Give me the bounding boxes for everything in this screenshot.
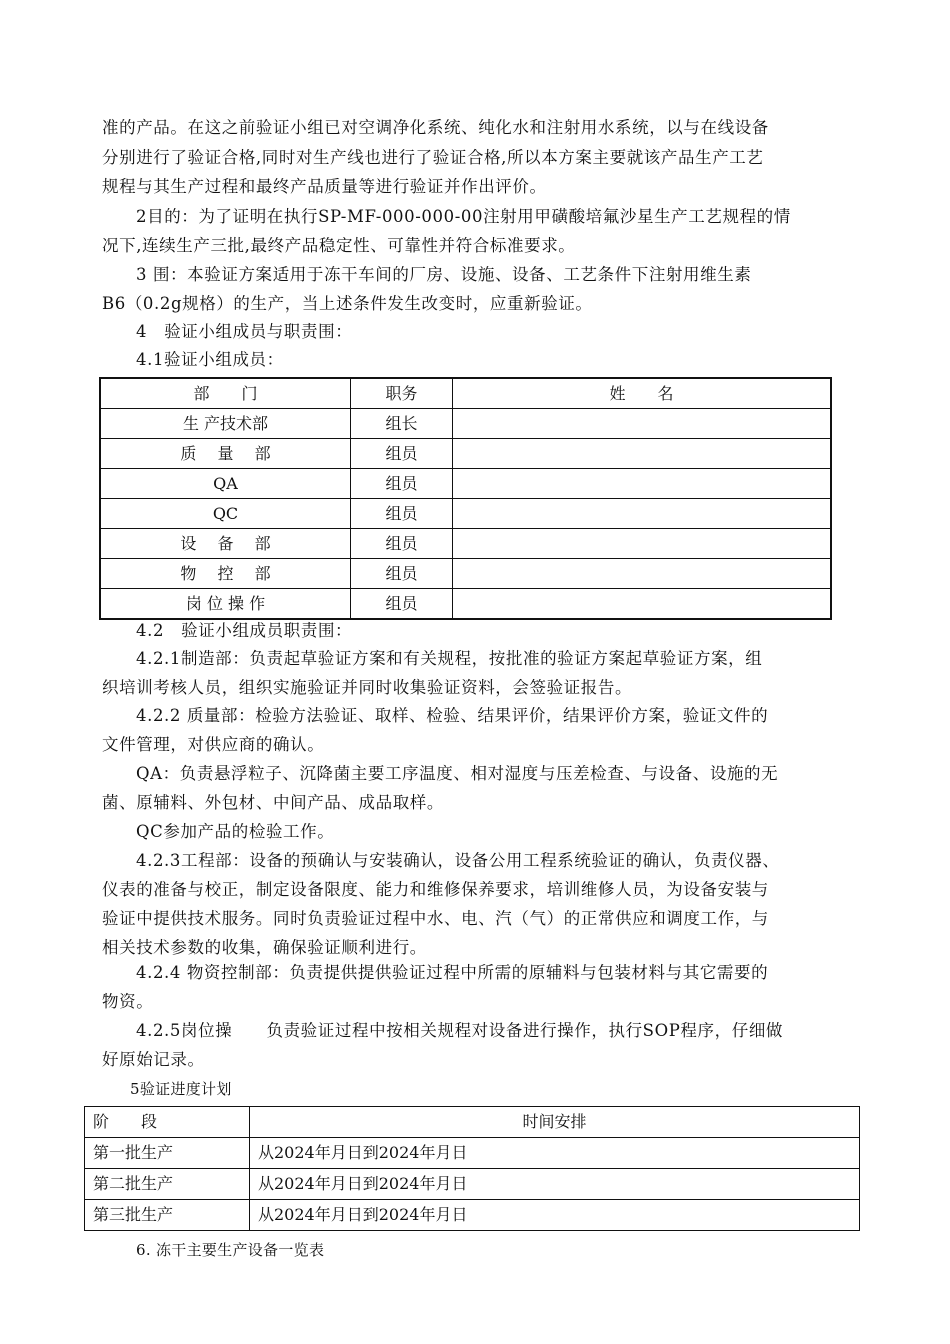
paragraph-line: 菌、原辅料、外包材、中间产品、成品取样。 [102,793,444,812]
cell-dept: QA [100,469,351,499]
cell-dept: 生 产技术部 [100,409,351,439]
section-scope: 3 围：本验证方案适用于冻干车间的厂房、设施、设备、工艺条件下注射用维生素 [136,265,752,284]
paragraph-line: 织培训考核人员，组织实施验证并同时收集验证资料，会签验证报告。 [102,678,633,697]
paragraph-line: 仪表的准备与校正，制定设备限度、能力和维修保养要求，培训维修人员，为设备安装与 [102,880,769,899]
paragraph-line: 验证中提供技术服务。同时负责验证过程中水、电、汽（气）的正常供应和调度工作，与 [102,909,769,928]
cell-name [453,529,832,559]
cell-role: 组员 [351,499,453,529]
paragraph-line: 物资。 [102,992,154,1011]
cell-name [453,589,832,620]
paragraph-line: 相关技术参数的收集，确保验证顺利进行。 [102,938,427,957]
table-header-row [85,1107,860,1138]
paragraph-line: QC参加产品的检验工作。 [136,822,335,841]
paragraph-line: B6（0.2g规格）的生产，当上述条件发生改变时，应重新验证。 [102,294,593,313]
paragraph-line: 分别进行了验证合格,同时对生产线也进行了验证合格,所以本方案主要就该产品生产工艺 [102,148,764,167]
table-row [100,469,831,499]
paragraph-line: 4.2.2 质量部：检验方法验证、取样、检验、结果评价，结果评价方案，验证文件的 [136,706,769,725]
section-purpose: 2目的：为了证明在执行SP-MF-000-000-00注射用甲磺酸培氟沙星生产工艺规程的情 [136,207,791,226]
table-row [85,1169,860,1200]
table-row [100,439,831,469]
table-row [100,529,831,559]
cell-dept: 质 量 部 [100,439,351,469]
header-stage: 阶 段 [85,1107,250,1138]
table-row [100,499,831,529]
cell-dept: 岗 位 操 作 [100,589,351,620]
cell-role: 组员 [351,469,453,499]
section-team: 4 验证小组成员与职责围： [136,322,353,341]
cell-dept: 设 备 部 [100,529,351,559]
cell-stage: 第二批生产 [85,1169,250,1200]
equipment-title: 6. 冻干主要生产设备一览表 [136,1241,325,1259]
header-dept: 部 门 [100,378,351,409]
cell-role: 组长 [351,409,453,439]
paragraph-line: 4.2.1制造部：负责起草验证方案和有关规程，按批准的验证方案起草验证方案，组 [136,649,763,668]
paragraph-line: 4.2.4 物资控制部：负责提供提供验证过程中所需的原辅料与包装材料与其它需要的 [136,963,769,982]
table-row [85,1138,860,1169]
cell-role: 组员 [351,439,453,469]
team-table [99,377,832,620]
paragraph-line: 规程与其生产过程和最终产品质量等进行验证并作出评价。 [102,177,547,196]
header-name: 姓 名 [453,378,832,409]
cell-stage: 第三批生产 [85,1200,250,1231]
table-row [100,589,831,620]
schedule-title: 5验证进度计划 [130,1080,232,1098]
cell-role: 组员 [351,529,453,559]
paragraph-line: QA：负责悬浮粒子、沉降菌主要工序温度、相对湿度与压差检查、与设备、设施的无 [136,764,779,783]
cell-time: 从2024年月日到2024年月日 [250,1138,860,1169]
cell-time: 从2024年月日到2024年月日 [250,1169,860,1200]
table-header-row [100,378,831,409]
table-row [100,559,831,589]
cell-role: 组员 [351,589,453,620]
header-role: 职务 [351,378,453,409]
cell-name [453,439,832,469]
cell-role: 组员 [351,559,453,589]
table-row [100,409,831,439]
paragraph-line: 4.2.5岗位操 负责验证过程中按相关规程对设备进行操作，执行SOP程序，仔细做 [136,1021,784,1040]
paragraph-line: 况下,连续生产三批,最终产品稳定性、可靠性并符合标准要求。 [102,236,576,255]
cell-name [453,409,832,439]
paragraph-line: 文件管理，对供应商的确认。 [102,735,325,754]
schedule-table [84,1106,860,1231]
paragraph-line: 4.2.3工程部：设备的预确认与安装确认，设备公用工程系统验证的确认，负责仪器、 [136,851,780,870]
cell-name [453,499,832,529]
header-time: 时间安排 [250,1107,860,1138]
cell-stage: 第一批生产 [85,1138,250,1169]
cell-name [453,559,832,589]
paragraph-line: 准的产品。在这之前验证小组已对空调净化系统、纯化水和注射用水系统，以与在线设备 [102,118,769,137]
cell-dept: 物 控 部 [100,559,351,589]
section-duties: 4.2 验证小组成员职责围： [136,621,353,640]
cell-time: 从2024年月日到2024年月日 [250,1200,860,1231]
paragraph-line: 好原始记录。 [102,1050,205,1069]
cell-dept: QC [100,499,351,529]
cell-name [453,469,832,499]
section-team-members: 4.1验证小组成员： [136,350,284,369]
table-row [85,1200,860,1231]
